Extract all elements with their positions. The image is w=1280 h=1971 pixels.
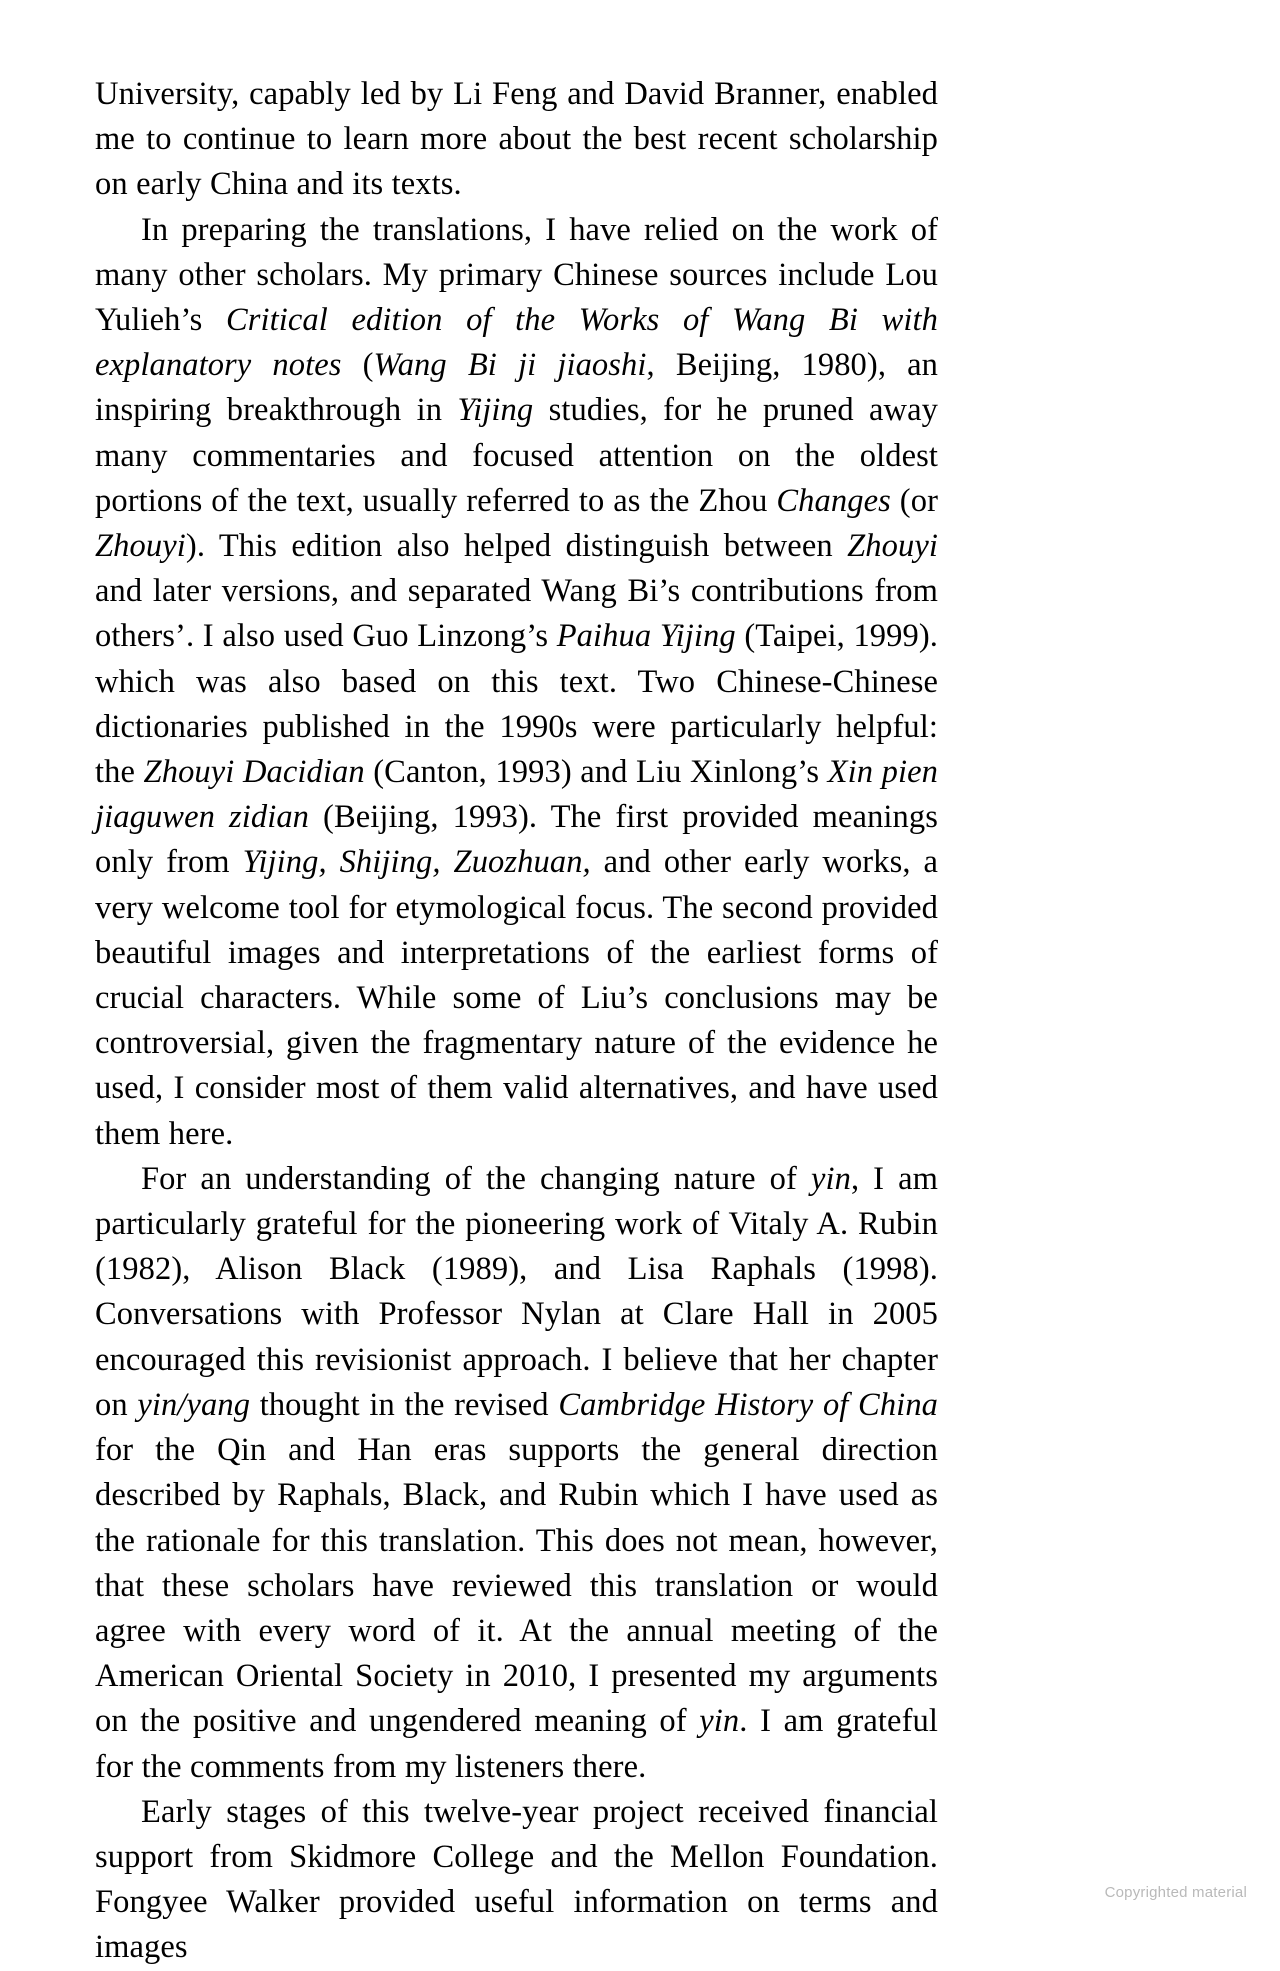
italic-run: Cambridge History of China xyxy=(558,1386,939,1423)
text-run: For an understanding of the changing nature of xyxy=(141,1160,811,1197)
paragraph-university xyxy=(95,72,938,208)
paragraph-funding xyxy=(95,1790,938,1971)
paragraph-yin xyxy=(95,1157,938,1790)
italic-run: Xin pien jiaguwen zidian xyxy=(95,754,938,836)
italic-run: yin xyxy=(810,1160,851,1197)
italic-run: Yijing, Shijing, Zuozhuan, xyxy=(242,844,591,881)
text-run: In preparing the translations, I have relied on the work of many other scholars. My primary Chinese sources include Lou Yulieh’s xyxy=(95,211,938,339)
text-run: thought in the revised xyxy=(250,1386,559,1423)
italic-run: Zhouyi Dacidian xyxy=(143,754,365,791)
text-run: (Taipei, 1999). which was also based on this text. Two Chinese-Chinese dictionaries published in the 1990s were particularly helpful: the xyxy=(95,618,938,791)
text-run: University, capably led by Li Feng and David Branner, enabled me to continue to learn more about the best recent scholarship on early China and its texts. xyxy=(95,76,938,203)
italic-run: yin/yang xyxy=(137,1386,251,1423)
copyright-notice: Copyrighted material xyxy=(1104,1884,1247,1901)
italic-run: Yijing xyxy=(457,392,534,429)
text-run: (Canton, 1993) and Liu Xinlong’s xyxy=(364,754,828,791)
text-run: ). This edition also helped distinguish between xyxy=(185,528,848,565)
italic-run: Changes xyxy=(776,482,891,519)
italic-run: Zhouyi xyxy=(95,528,186,565)
italic-run: Zhouyi xyxy=(847,528,938,565)
text-run: . I am grateful for the comments from my listeners there. xyxy=(95,1703,938,1785)
italic-run: Critical edition of the Works of Wang Bi with explanatory notes xyxy=(95,302,938,384)
body-text-column xyxy=(95,72,938,1971)
text-run: (or xyxy=(890,482,938,519)
text-run: , I am particularly grateful for the pioneering work of Vitaly A. Rubin (1982), Alison Black (1989), and Lisa Raphals (1998). Conversations with Professor Nylan at Clare Hall in 2005 encouraged this revisionist approach. I believe that her chapter on xyxy=(95,1160,938,1423)
text-run: Early stages of this twelve-year project received financial support from Skidmore College and the Mellon Foundation. Fongyee Walker provided useful information on terms and images xyxy=(95,1793,938,1966)
text-run: studies, for he pruned away many commentaries and focused attention on the oldest portions of the text, usually referred to as the Zhou xyxy=(95,392,938,519)
text-run: and later versions, and separated Wang Bi’s contributions from others’. I also used Guo Linzong’s xyxy=(95,573,938,655)
paragraph-translations xyxy=(95,208,938,1157)
text-run: (Beijing, 1993). The first provided meanings only from xyxy=(95,799,938,881)
text-run: , Beijing, 1980), an inspiring breakthrough in xyxy=(95,347,938,429)
text-run: ( xyxy=(341,347,374,384)
text-run: and other early works, a very welcome tool for etymological focus. The second provided beautiful images and interpretations of the earliest forms of crucial characters. While some of Liu’s conclusions may be controversial, given the fragmentary nature of the evidence he used, I consider most of them valid alternatives, and have used them here. xyxy=(95,844,938,1152)
italic-run: yin xyxy=(699,1703,740,1740)
italic-run: Wang Bi ji jiaoshi xyxy=(373,347,647,384)
text-run: for the Qin and Han eras supports the general direction described by Raphals, Black, and Rubin which I have used as the rationale for this translation. This does not mean, however, that these scholars have reviewed this translation or would agree with every word of it. At the annual meeting of the American Oriental Society in 2010, I presented my arguments on the positive and ungendered meaning of xyxy=(95,1432,938,1740)
italic-run: Paihua Yijing xyxy=(556,618,736,655)
